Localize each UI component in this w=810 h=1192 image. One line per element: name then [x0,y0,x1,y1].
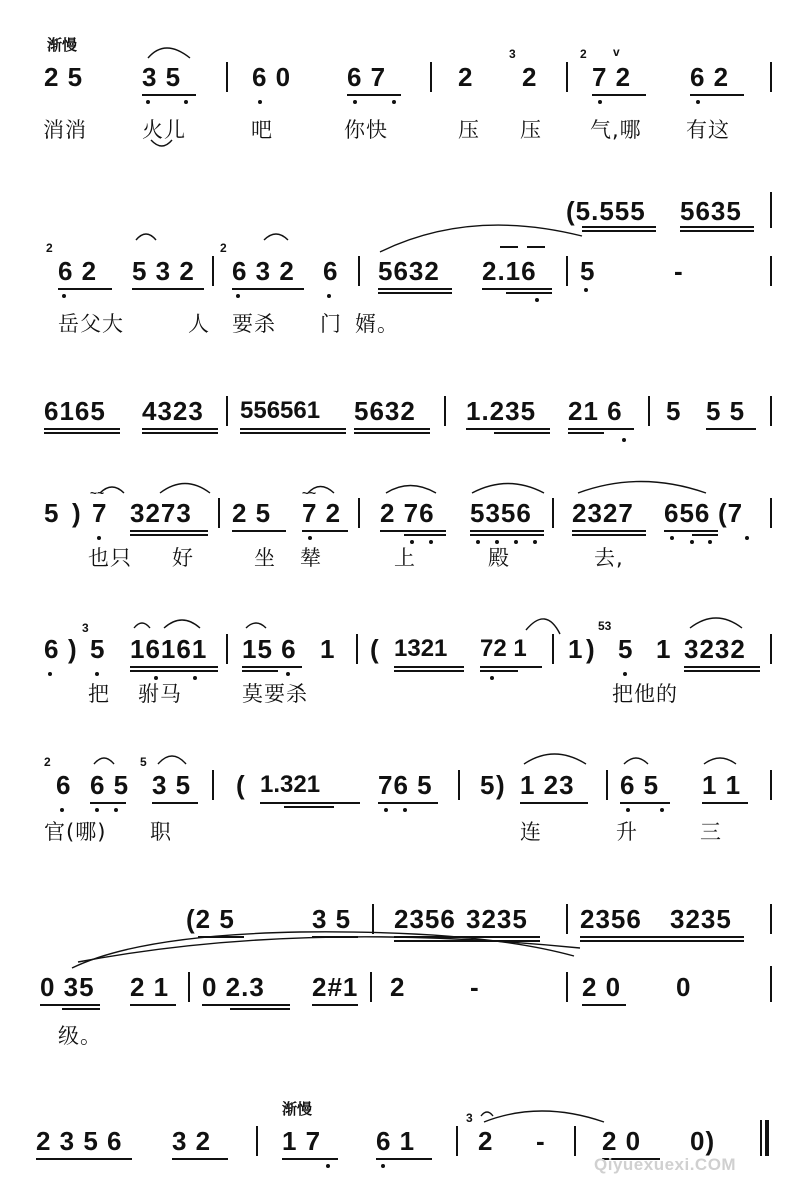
row8-notes-f: - [536,1126,546,1156]
row8-notes-b: 3 2 [172,1126,212,1156]
row4-notes-j: (7 [718,498,744,528]
lyric: 去, [594,546,624,570]
row1-notes-g: 7 2 [592,62,632,92]
lyric: 辇 [300,546,322,570]
lyric: 连 [520,820,542,844]
trill-mark: ~~ [90,486,105,500]
row1-notes-h: 6 2 [690,62,730,92]
lyric: 好 [172,546,194,570]
row7-notes-b: 2 1 [130,972,170,1002]
grace-note: 2 [220,241,227,255]
accompaniment-notes: 2356 [394,904,456,934]
lyric: 职 [150,820,172,844]
row7-notes-a: 0 35 [40,972,95,1002]
row4-notes-g: 5356 [470,498,532,528]
lyric: 压 [520,118,542,142]
row7-notes-f: - [470,972,480,1002]
bracket-close: ) [72,498,82,528]
lyric: 也只 [88,546,132,570]
row2-notes-e: 5632 [378,256,440,286]
row8-notes-e: 2 [478,1126,494,1156]
lyric: 你快 [344,118,388,142]
lyric: 消消 [43,118,87,142]
row5-notes-h: 72 1 [480,635,527,662]
row7-notes-c: 0 2.3 [202,972,265,1002]
row1-notes-c: 6 0 [252,62,292,92]
accompaniment-notes: (5.555 [566,196,646,226]
lyric: 官(哪) [44,820,107,844]
lyric: 吧 [251,118,273,142]
row6-notes-b: 6 5 [90,770,130,800]
grace-note: 53 [598,619,612,633]
accompaniment-notes: 2356 [580,904,642,934]
bracket-close: ) [586,634,596,664]
row7-notes-d: 2#1 [312,972,359,1002]
row2-notes-b: 5 3 2 [132,256,195,286]
row5-notes-k: 1 [656,634,672,664]
grace-note: 5 [140,755,147,769]
lyric: 人 [188,312,210,336]
row5-notes-i: 1 [568,634,584,664]
accompaniment-notes: 5635 [680,196,742,226]
site-watermark: Qiyuexuexi.COM [594,1155,737,1174]
lyric: 把 [88,682,110,706]
row7-notes-e: 2 [390,972,406,1002]
bracket-close: ) [68,634,78,664]
row8-notes-g: 2 0 [602,1126,642,1156]
row6-notes-a: 6 [56,770,72,800]
row4-notes-d: 2 5 [232,498,272,528]
row4-notes-c: 3273 [130,498,192,528]
row5-notes-j: 5 [618,634,634,664]
accompaniment-notes: 3235 [670,904,732,934]
row6-notes-g: 5 [480,770,496,800]
row4-notes-a: 5 [44,498,60,528]
row1-notes-f: 2 [522,62,538,92]
row2-notes-a: 6 2 [58,256,98,286]
row3-notes-f: 21 6 [568,396,623,426]
row4-notes-i: 656 [664,498,711,528]
lyric: 坐 [254,546,276,570]
row3-notes-a: 6165 [44,396,106,426]
row4-notes-b: 7 [92,498,108,528]
grace-note: 2 [46,241,53,255]
row1-notes-a: 2 5 [44,62,84,92]
row6-notes-d: ( [236,770,246,800]
lyric: 婿。 [355,312,399,336]
row7-notes-h: 0 [676,972,692,1002]
row2-notes-g: 5 [580,256,596,286]
row5-notes-f: ( [370,634,380,664]
breath-mark: v [613,45,620,59]
lyric: 驸马 [138,682,182,706]
row4-notes-e: 7 2 [302,498,342,528]
grace-note: 3 [82,621,89,635]
row6-notes-i: 6 5 [620,770,660,800]
row3-notes-b: 4323 [142,396,204,426]
lyric: 级。 [58,1024,102,1048]
accompaniment-notes: (2 5 [186,904,235,934]
row3-notes-d: 5632 [354,396,416,426]
grace-note: 2 [580,47,587,61]
row3-notes-h: 5 5 [706,396,746,426]
trill-mark: ~~ [302,486,317,500]
row1-notes-d: 6 7 [347,62,387,92]
row6-notes-c: 3 5 [152,770,192,800]
row6-notes-f: 76 5 [378,770,433,800]
lyric: 殿 [488,546,510,570]
row8-notes-a: 2 3 5 6 [36,1126,123,1156]
tempo-mark-ritardando: 渐慢 [282,1100,313,1118]
row5-notes-b: 5 [90,634,106,664]
row6-notes-j: 1 1 [702,770,742,800]
row2-notes-f: 2.16 [482,256,537,286]
row5-notes-l: 3232 [684,634,746,664]
row8-notes-c: 1 7 [282,1126,322,1156]
lyric: 要杀 [232,312,276,336]
row5-notes-c: 16161 [130,634,208,664]
row3-notes-e: 1.235 [466,396,537,426]
row1-notes-b: 3 5 [142,62,182,92]
lyric: 压 [458,118,480,142]
row2-notes-h: - [674,256,684,286]
row2-notes-c: 6 3 2 [232,256,295,286]
row1-notes-e: 2 [458,62,474,92]
row3-notes-g: 5 [666,396,682,426]
lyric: 门 [320,312,342,336]
row5-notes-g: 1321 [394,635,448,662]
row3-notes-c: 556561 [240,397,321,424]
row4-notes-f: 2 76 [380,498,435,528]
row7-notes-g: 2 0 [582,972,622,1002]
lyric: 升 [616,820,638,844]
row8-notes-h: 0) [690,1126,716,1156]
lyric: 有这 [686,118,730,142]
row5-notes-e: 1 [320,634,336,664]
lyric: 气,哪 [590,118,642,142]
lyric: 莫要杀 [242,682,308,706]
tempo-mark-ritardando: 渐慢 [47,36,78,54]
grace-note: 2 [44,755,51,769]
row2-notes-d: 6 [323,256,339,286]
accompaniment-notes: 3235 [466,904,528,934]
bracket-close: ) [496,770,506,800]
accompaniment-notes: 3 5 [312,904,352,934]
grace-note: 3 [466,1111,473,1125]
lyric: 三 [700,820,722,844]
row5-notes-d: 15 6 [242,634,297,664]
lyric: 上 [394,546,416,570]
row8-notes-d: 6 1 [376,1126,416,1156]
row4-notes-h: 2327 [572,498,634,528]
lyric: 火儿 [142,118,186,142]
row5-notes-a: 6 [44,634,60,664]
grace-note: 3 [509,47,516,61]
row6-notes-h: 1 23 [520,770,575,800]
lyric: 岳父大 [58,312,124,336]
lyric: 把他的 [612,682,678,706]
row6-notes-e: 1.321 [260,771,321,798]
